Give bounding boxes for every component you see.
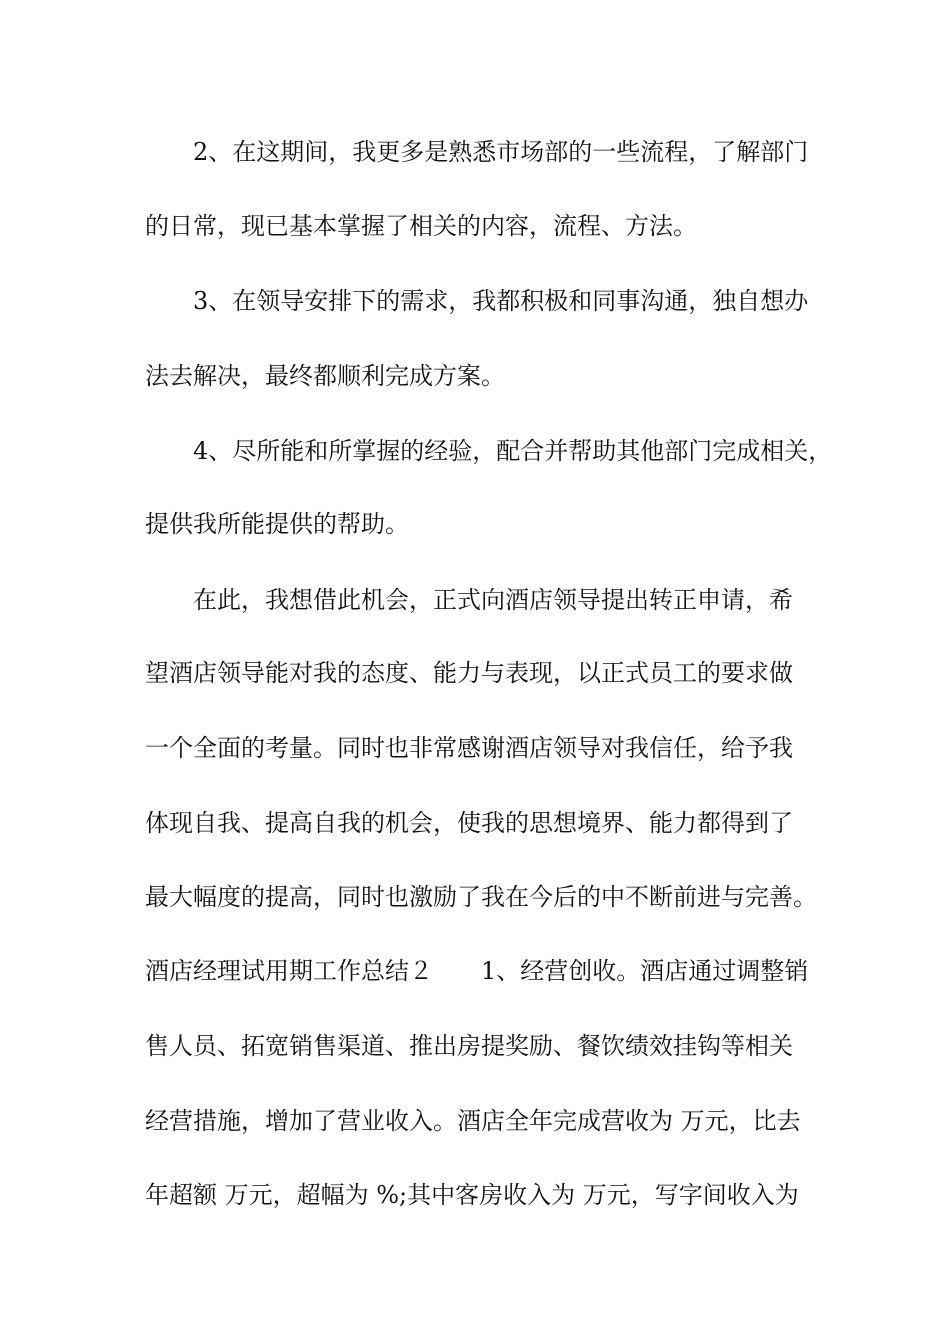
paragraph-line-2: 的日常，现已基本掌握了相关的内容，流程、方法。	[145, 212, 697, 240]
paragraph-line-12: 酒店经理试用期工作总结２ 1、经营创收。酒店通过调整销	[145, 957, 809, 985]
paragraph-line-11: 最大幅度的提高，同时也激励了我在今后的中不断前进与完善。	[145, 883, 817, 911]
paragraph-line-10: 体现自我、提高自我的机会，使我的思想境界、能力都得到了	[145, 809, 793, 837]
paragraph-line-7: 在此，我想借此机会，正式向酒店领导提出转正申请，希	[193, 586, 793, 614]
paragraph-line-1: 2、在这期间，我更多是熟悉市场部的一些流程，了解部门	[193, 138, 809, 166]
paragraph-line-5: 4、尽所能和所掌握的经验，配合并帮助其他部门完成相关，	[193, 437, 833, 465]
paragraph-line-15: 年超额 万元，超幅为 %;其中客房收入为 万元，写字间收入为	[145, 1181, 799, 1209]
paragraph-line-14: 经营措施，增加了营业收入。酒店全年完成营收为 万元，比去	[145, 1107, 801, 1135]
paragraph-line-8: 望酒店领导能对我的态度、能力与表现，以正式员工的要求做	[145, 659, 793, 687]
paragraph-line-13: 售人员、拓宽销售渠道、推出房提奖励、餐饮绩效挂钩等相关	[145, 1032, 793, 1060]
paragraph-line-9: 一个全面的考量。同时也非常感谢酒店领导对我信任，给予我	[145, 734, 793, 762]
paragraph-line-6: 提供我所能提供的帮助。	[145, 510, 409, 538]
paragraph-line-3: 3、在领导安排下的需求，我都积极和同事沟通，独自想办	[193, 287, 809, 315]
paragraph-line-4: 法去解决，最终都顺利完成方案。	[145, 362, 505, 390]
